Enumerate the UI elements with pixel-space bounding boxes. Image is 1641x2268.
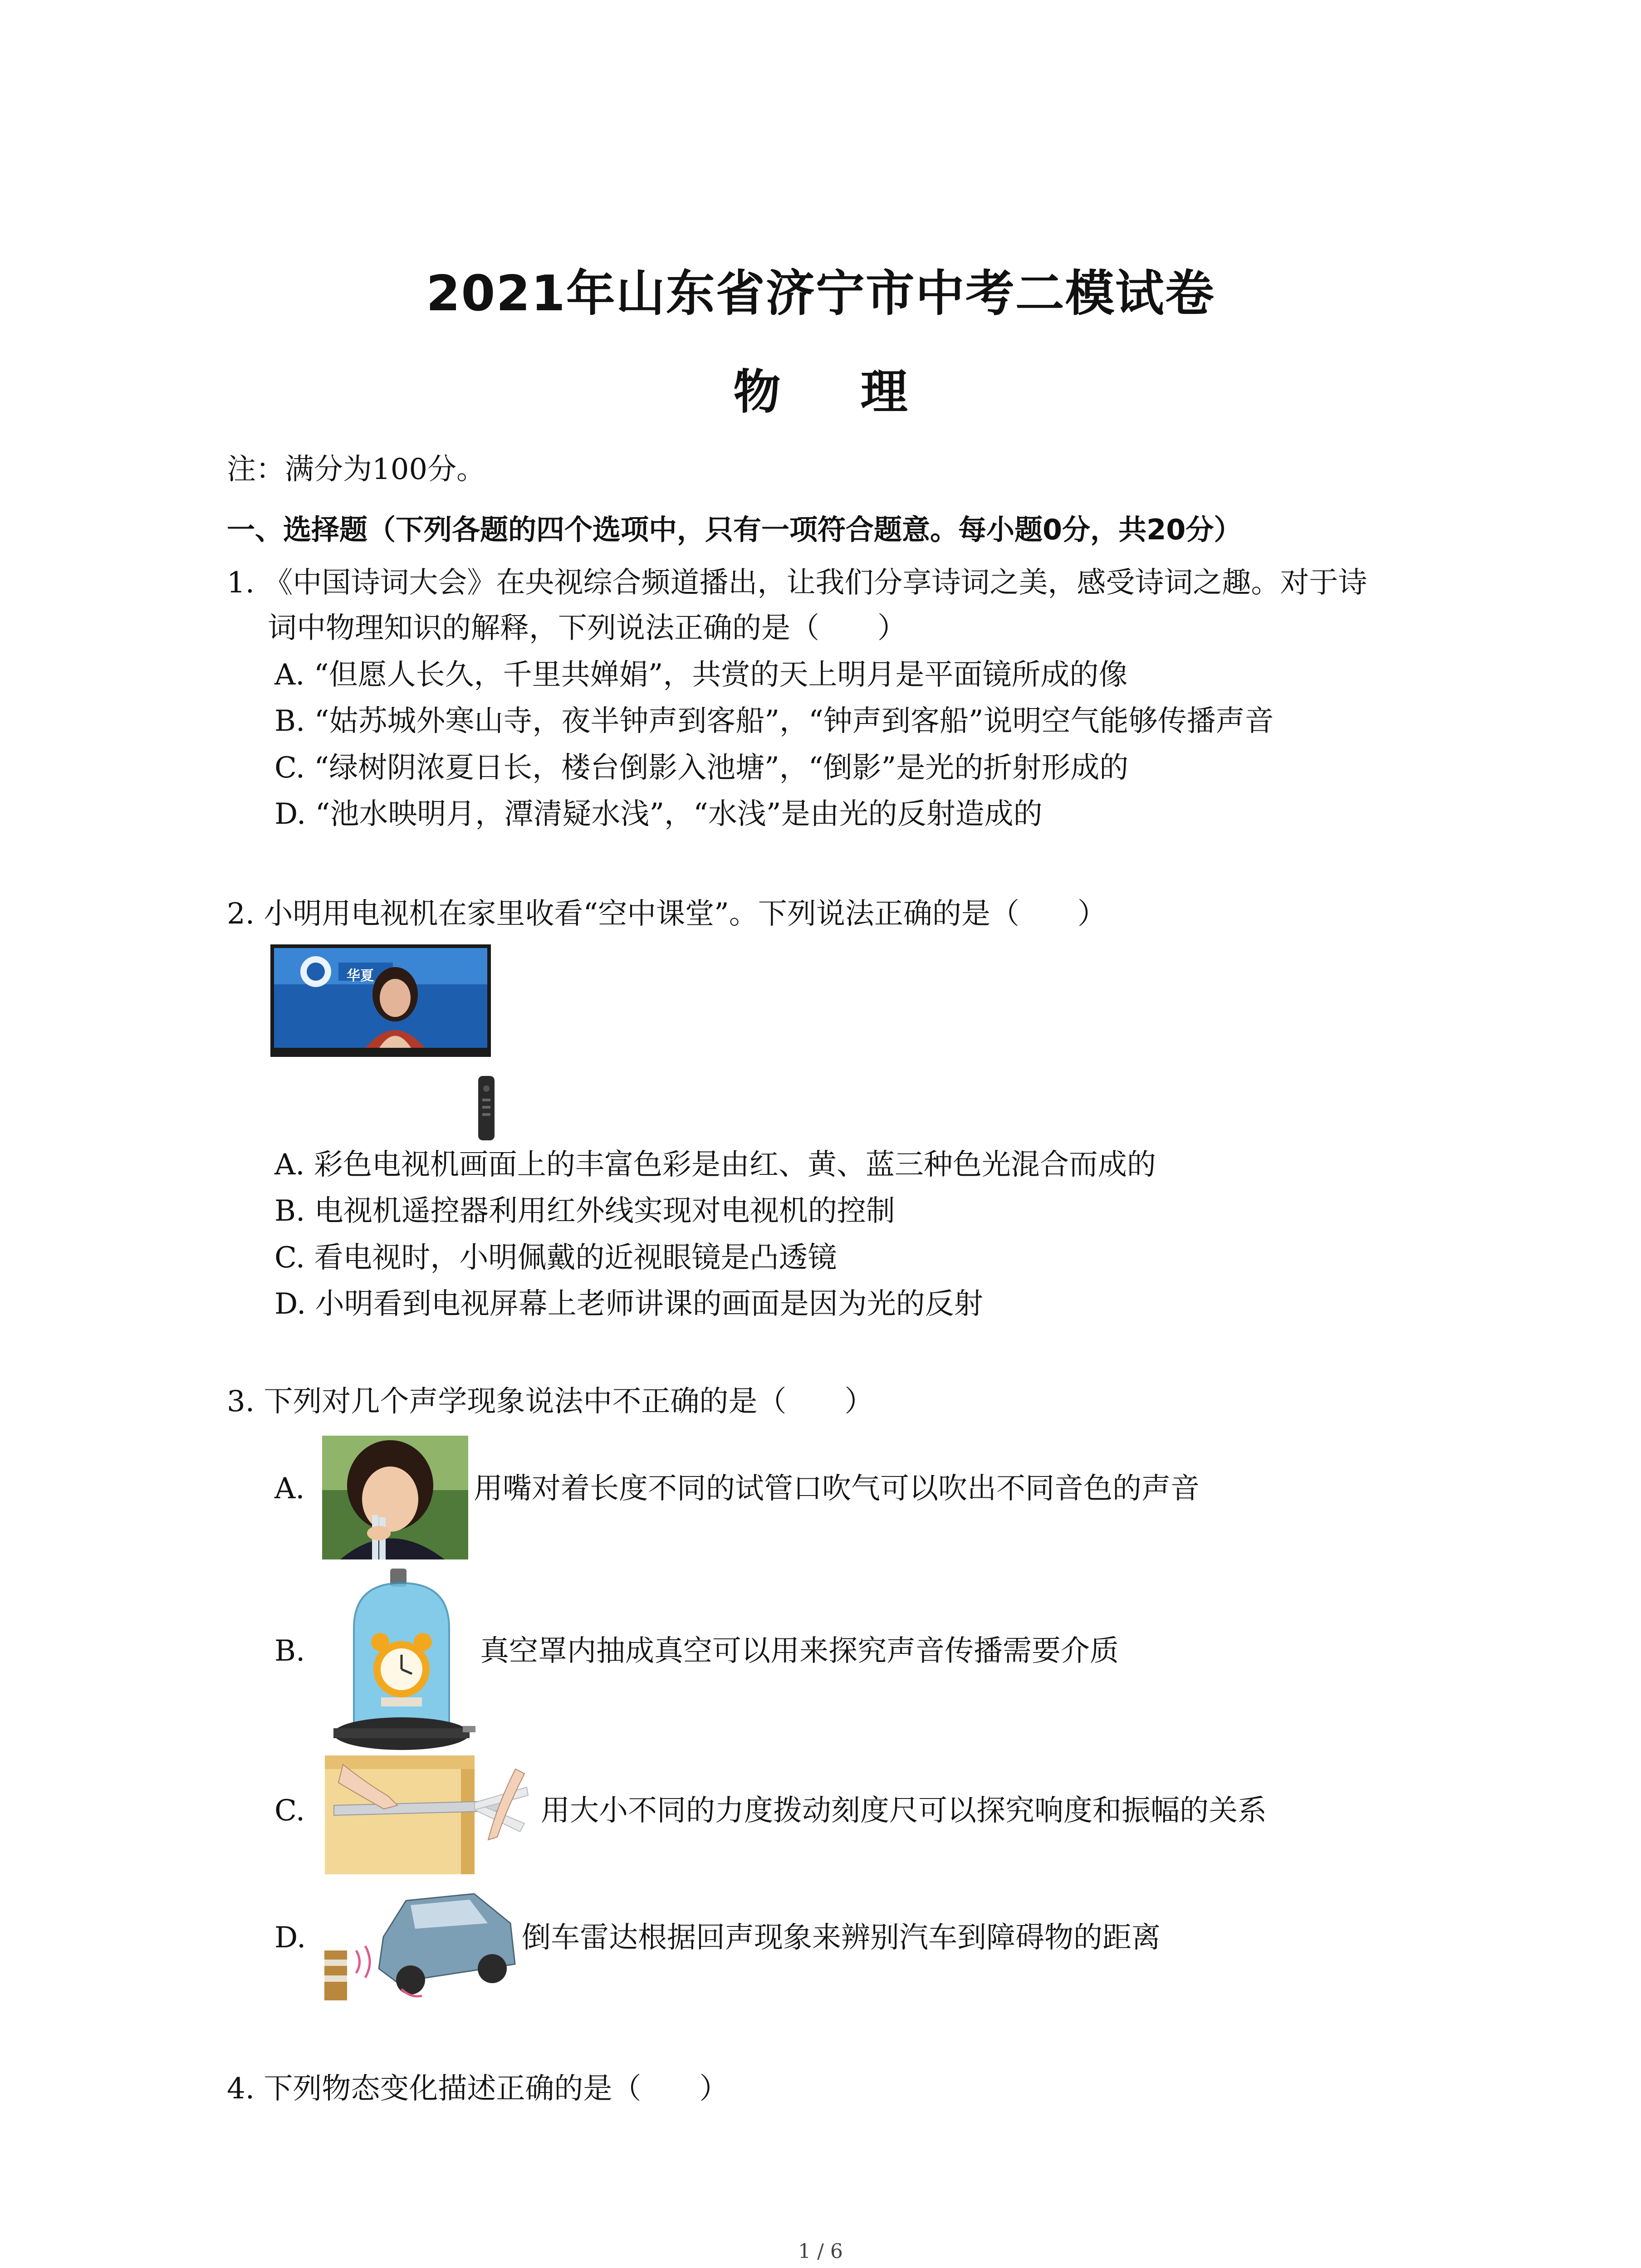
q2-option-a: A. 彩色电视机画面上的丰富色彩是由红、黄、蓝三种色光混合而成的 bbox=[274, 1148, 1156, 1182]
q3-option-a-letter: A. bbox=[274, 1472, 305, 1505]
q1-stem-line1: 1. 《中国诗词大会》在央视综合频道播出，让我们分享诗词之美，感受诗词之趣。对于诗 bbox=[227, 566, 1367, 600]
exam-title: 2021年山东省济宁市中考二模试卷 bbox=[426, 265, 1215, 322]
q1-option-b: B. “姑苏城外寒山寺，夜半钟声到客船”，“钟声到客船”说明空气能够传播声音 bbox=[274, 704, 1274, 738]
q2-stem: 2. 小明用电视机在家里收看“空中课堂”。下列说法正确的是（ ） bbox=[227, 897, 1107, 931]
q2-option-d: D. 小明看到电视屏幕上老师讲课的画面是因为光的反射 bbox=[274, 1287, 983, 1321]
q1-option-a: A. “但愿人长久，千里共婵娟”，共赏的天上明月是平面镜所成的像 bbox=[274, 658, 1128, 692]
car-reversing-radar-image bbox=[320, 1882, 519, 2005]
q3-option-d-text: 倒车雷达根据回声现象来辨别汽车到障碍物的距离 bbox=[522, 1921, 1161, 1955]
section-heading: 一、选择题（下列各题的四个选项中，只有一项符合题意。每小题0分，共20分） bbox=[227, 513, 1242, 546]
child-blowing-test-tube-image bbox=[322, 1436, 468, 1559]
q3-option-d-letter: D. bbox=[274, 1921, 306, 1955]
q3-option-b-text: 真空罩内抽成真空可以用来探究声音传播需要介质 bbox=[480, 1634, 1119, 1668]
q3-option-a-text: 用嘴对着长度不同的试管口吹气可以吹出不同音色的声音 bbox=[474, 1472, 1200, 1505]
q3-option-c-letter: C. bbox=[274, 1794, 305, 1828]
q3-stem: 3. 下列对几个声学现象说法中不正确的是（ ） bbox=[227, 1385, 874, 1418]
exam-subject: 物 理 bbox=[733, 364, 940, 420]
remote-control-icon bbox=[476, 1075, 496, 1142]
q3-option-b-letter: B. bbox=[274, 1634, 305, 1668]
tv-logo-text: 华夏 bbox=[347, 968, 374, 984]
tv-image bbox=[270, 944, 491, 1057]
tv-screen-illustration bbox=[270, 944, 491, 1057]
ruler-on-table-image bbox=[325, 1755, 538, 1874]
q2-option-c: C. 看电视时，小明佩戴的近视眼镜是凸透镜 bbox=[274, 1241, 837, 1275]
q1-option-c: C. “绿树阴浓夏日长，楼台倒影入池塘”，“倒影”是光的折射形成的 bbox=[274, 751, 1129, 785]
q1-stem-line2: 词中物理知识的解释，下列说法正确的是（ ） bbox=[268, 611, 906, 645]
q4-stem: 4. 下列物态变化描述正确的是（ ） bbox=[227, 2072, 729, 2106]
score-note: 注：满分为100分。 bbox=[227, 453, 486, 486]
q2-option-b: B. 电视机遥控器利用红外线实现对电视机的控制 bbox=[274, 1194, 895, 1228]
q1-option-d: D. “池水映明月，潭清疑水浅”，“水浅”是由光的反射造成的 bbox=[274, 797, 1043, 831]
bell-jar-alarm-clock-image bbox=[327, 1565, 476, 1755]
page-number: 1 / 6 bbox=[798, 2240, 843, 2263]
q3-option-c-text: 用大小不同的力度拨动刻度尺可以探究响度和振幅的关系 bbox=[541, 1794, 1267, 1828]
